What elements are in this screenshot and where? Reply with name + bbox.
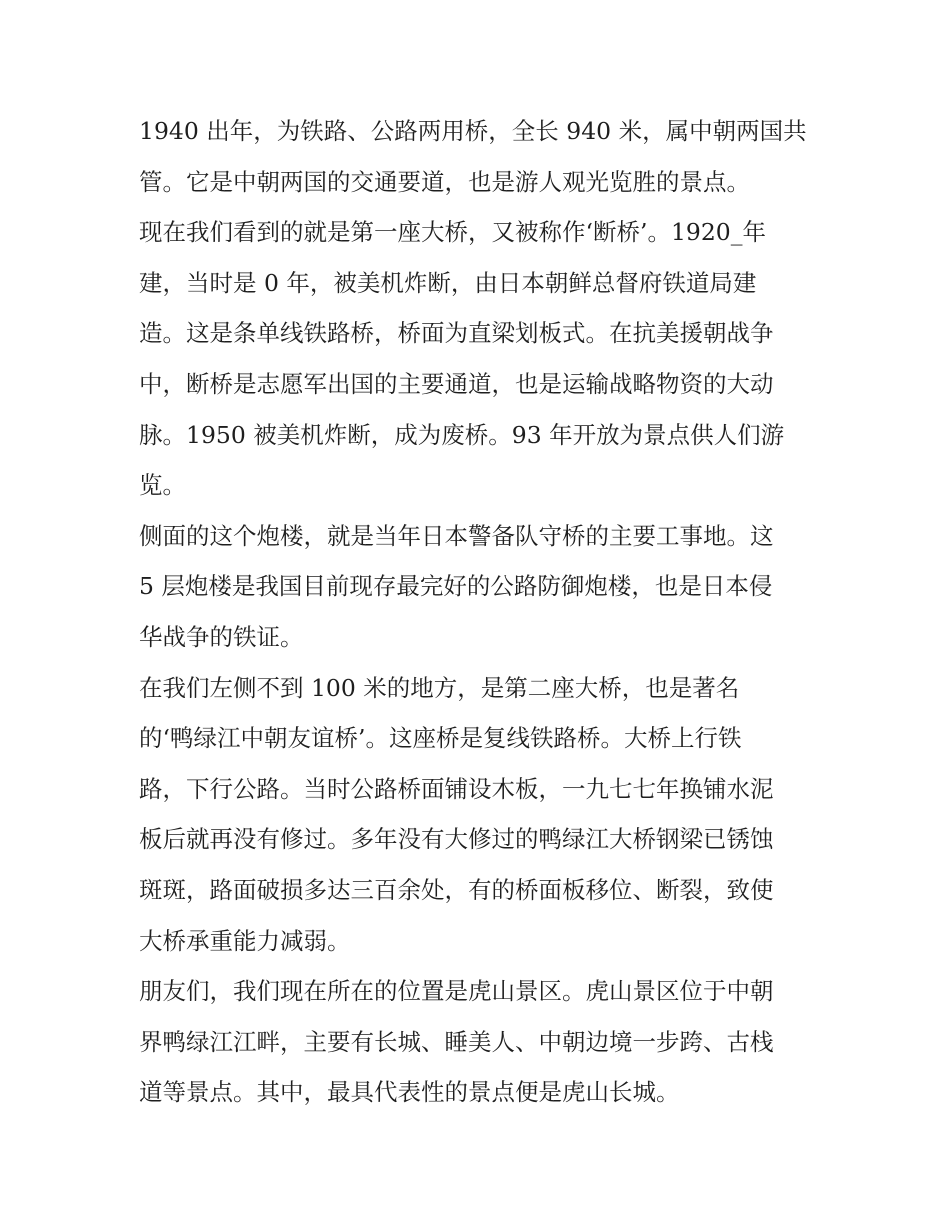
text-line: 侧面的这个炮楼，就是当年日本警备队守桥的主要工事地。这: [139, 521, 774, 550]
paragraph-bridge-intro: [139, 106, 815, 207]
text-line: 建，当时是 0 年，被美机炸断，由日本朝鲜总督府铁道局建: [139, 268, 757, 297]
text-line: 在我们左侧不到 100 米的地方，是第二座大桥，也是著名: [139, 673, 740, 702]
text-line: 朋友们，我们现在所在的位置是虎山景区。虎山景区位于中朝: [139, 977, 774, 1006]
document-body: [139, 106, 815, 1118]
text-line: 5 层炮楼是我国目前现存最完好的公路防御炮楼，也是日本侵: [139, 572, 773, 601]
paragraph-broken-bridge: [139, 207, 815, 511]
text-line: 板后就再没有修过。多年没有大修过的鸭绿江大桥钢梁已锈蚀: [139, 825, 774, 854]
text-line: 1940 出年，为铁路、公路两用桥，全长 940 米，属中朝两国共: [139, 117, 807, 145]
text-line: 造。这是条单线铁路桥，桥面为直梁划板式。在抗美援朝战争: [139, 319, 774, 348]
text-line: 现在我们看到的就是第一座大桥，又被称作‘断桥’。1920_年: [139, 218, 766, 247]
paragraph-gun-tower: [139, 511, 815, 663]
text-line: 道等景点。其中，最具代表性的景点便是虎山长城。: [139, 1078, 680, 1107]
paragraph-friendship-bridge: [139, 663, 815, 967]
text-line: 览。: [139, 471, 186, 500]
text-line: 脉。1950 被美机炸断，成为废桥。93 年开放为景点供人们游: [139, 420, 785, 449]
paragraph-hushan-scenic-area: [139, 966, 815, 1118]
text-line: 管。它是中朝两国的交通要道，也是游人观光览胜的景点。: [139, 167, 750, 196]
text-line: 斑斑，路面破损多达三百余处，有的桥面板移位、断裂，致使: [139, 875, 774, 904]
text-line: 中，断桥是志愿军出国的主要通道，也是运输战略物资的大动: [139, 369, 774, 398]
text-line: 路，下行公路。当时公路桥面铺设木板，一九七七年换铺水泥: [139, 774, 774, 803]
text-line: 的‘鸭绿江中朝友谊桥’。这座桥是复线铁路桥。大桥上行铁: [139, 724, 742, 753]
text-line: 华战争的铁证。: [139, 622, 304, 651]
text-line: 大桥承重能力减弱。: [139, 926, 351, 955]
text-line: 界鸭绿江江畔，主要有长城、睡美人、中朝边境一步跨、古栈: [139, 1027, 774, 1056]
